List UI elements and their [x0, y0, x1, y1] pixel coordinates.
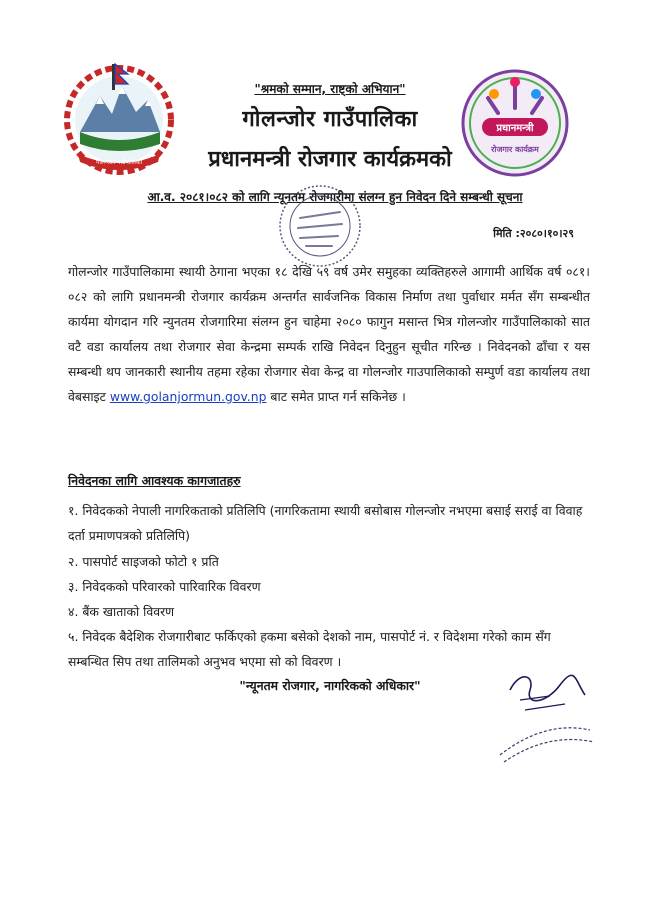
svg-text:प्रधानमन्त्री: प्रधानमन्त्री: [496, 123, 534, 134]
list-item: २. पासपोर्ट साइजको फोटो १ प्रति: [68, 554, 219, 569]
notice-subject: आ.व. २०८१।०८२ को लागि न्यूनतम रोजगारीमा संलग्न हुन निवेदन दिने सम्बन्धी सूचना: [147, 190, 523, 204]
notice-body: [68, 259, 590, 409]
program-name: प्रधानमन्त्री रोजगार कार्यक्रमको: [208, 147, 452, 172]
svg-text:रोजगार कार्यक्रम: रोजगार कार्यक्रम: [491, 145, 539, 154]
list-item: ४. बैंक खाताको विवरण: [68, 604, 175, 619]
notice-date: मिति :२०८०।१०।२९: [493, 227, 574, 240]
list-item: ५. निवेदक बैदेशिक रोजगारीबाट फर्किएको हकमा बसेको देशको नाम, पासपोर्ट नं. र विदेशमा गरेको काम सँग सम्बन्धित सिप तथा तालिमको अनुभव भएमा सो को विवरण ।: [68, 629, 551, 669]
office-name: गोलन्जोर गाउँपालिका: [242, 107, 418, 132]
tagline: "श्रमको सम्मान, राष्ट्को अभियान": [254, 82, 406, 96]
list-item: १. निवेदकको नेपाली नागरिकताको प्रतिलिपि (नागरिकतामा स्थायी बसोबास गोलन्जोर नभएमा बसाई सराई वा विवाह दर्ता प्रमाणपत्रको प्रतिलिपि): [68, 503, 583, 543]
list-item: ३. निवेदकको परिवारको पारिवारिक विवरण: [68, 579, 261, 594]
official-signature: [490, 660, 600, 770]
documents-list: [68, 498, 590, 674]
website-link[interactable]: www.golanjormun.gov.np: [109, 389, 267, 404]
svg-text:गोलन्जोर गाउँपालिका: गोलन्जोर गाउँपालिका: [95, 159, 143, 166]
notice-body-text-end: बाट समेत प्राप्त गर्न सकिनेछ ।: [270, 389, 406, 404]
documents-heading: निवेदनका लागि आवश्यक कागजातहरु: [68, 473, 241, 488]
notice-body-text: गोलन्जोर गाउँपालिकामा स्थायी ठेगाना भएका १८ देखि ५९ वर्ष उमेर समुहका व्यक्तिहरुले आगामी आर्थिक वर्ष ०८१।०८२ को लागि प्रधानमन्त्री रोजगार कार्यक्रम अन्तर्गत सार्वजनिक विकास निर्माण तथा पुर्वाधार मर्मत सँग सम्बन्धीत कार्यमा योगदान गरि न्युनतम रोजगारिमा संलग्न हुन चाहेमा २०८० फागुन मसान्त भित्र गोलन्जोर गाउँपालिकाको सात वटै वडा कार्यालय तथा रोजगार सेवा केन्द्रमा सम्पर्क राखि निवेदन दिनुहुन सूचीत गरिन्छ । निवेदनको ढाँचा र यस सम्बन्धी थप जानकारी स्थानीय तहमा रहेका रोजगार सेवा केन्द्र वा गोलन्जोर गाउपालिकाको सम्पुर्ण वडा कार्यालय तथा वेबसाइट: [68, 264, 590, 404]
footer-slogan: "न्यूनतम रोजगार, नागरिकको अधिकार": [239, 678, 421, 693]
